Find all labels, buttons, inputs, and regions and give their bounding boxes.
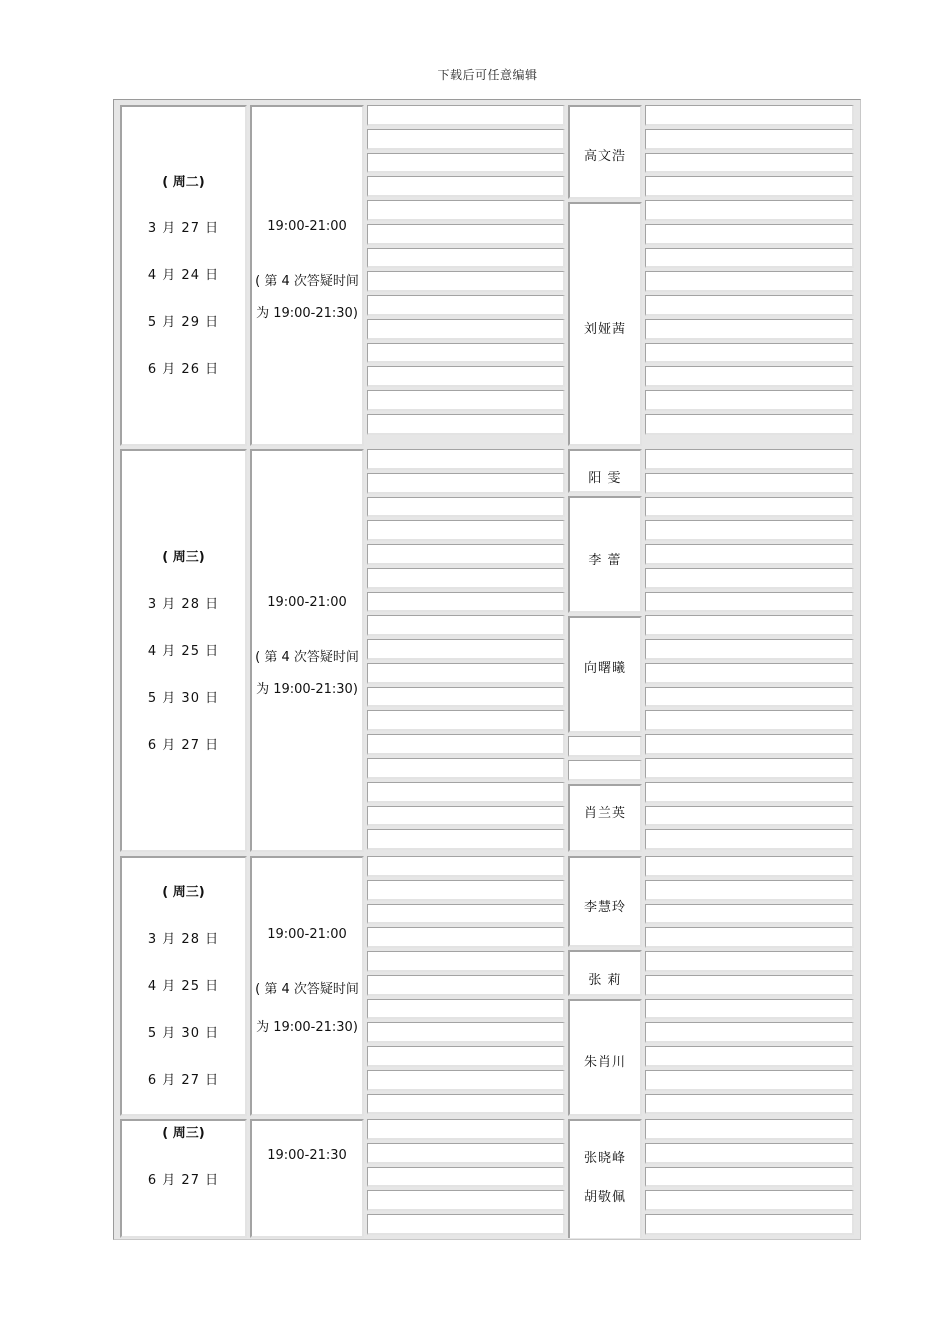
slot-cell <box>645 544 854 565</box>
slot-cell <box>645 343 854 363</box>
weekday-label: ( 周三) <box>162 550 205 565</box>
slot-cell <box>645 880 854 901</box>
teacher-name: 向曙曦 <box>583 661 626 676</box>
date-label: 4 月 24 日 <box>147 268 220 283</box>
teacher-cell <box>568 202 642 446</box>
time-range: 19:00-21:00 <box>267 219 347 234</box>
slot-cell <box>645 153 854 173</box>
slot-cell <box>367 1143 565 1164</box>
slot-cell <box>645 1094 854 1114</box>
slot-cell <box>367 782 565 803</box>
time-note-line2: 为 19:00-21:30) <box>256 1020 358 1035</box>
slot-cell <box>367 544 565 565</box>
slot-cell <box>367 449 565 470</box>
slot-cell <box>367 806 565 826</box>
empty-teacher-cell <box>568 760 642 781</box>
time-note-line1: ( 第 4 次答疑时间 <box>255 650 359 665</box>
slot-cell <box>645 1070 854 1091</box>
slot-cell <box>645 224 854 245</box>
slot-cell <box>367 1214 565 1235</box>
teacher-name: 肖兰英 <box>583 806 626 821</box>
date-label: 6 月 27 日 <box>147 1173 220 1188</box>
slot-cell <box>645 366 854 387</box>
slot-cell <box>367 829 565 850</box>
date-label: 3 月 28 日 <box>147 932 220 947</box>
slot-cell <box>367 856 565 877</box>
slot-cell <box>645 615 854 636</box>
slot-cell <box>367 1167 565 1187</box>
page-header: 下载后可任意编辑 <box>437 68 538 82</box>
date-label: 4 月 25 日 <box>147 979 220 994</box>
slot-cell <box>367 224 565 245</box>
time-range: 19:00-21:00 <box>267 595 347 610</box>
time-cell <box>250 105 364 446</box>
teacher-name: 朱肖川 <box>583 1055 626 1070</box>
slot-cell <box>645 1143 854 1164</box>
time-note-line2: 为 19:00-21:30) <box>256 306 358 321</box>
slot-cell <box>645 1119 854 1140</box>
date-label: 5 月 30 日 <box>147 691 220 706</box>
teacher-cell <box>568 1119 642 1238</box>
slot-cell <box>367 520 565 541</box>
slot-cell <box>367 1022 565 1043</box>
teacher-name: 胡敬佩 <box>583 1190 626 1205</box>
slot-cell <box>645 710 854 731</box>
slot-cell <box>645 951 854 972</box>
time-note-line1: ( 第 4 次答疑时间 <box>255 982 359 997</box>
teacher-cell <box>568 784 642 852</box>
slot-cell <box>645 782 854 803</box>
teacher-cell <box>568 449 642 493</box>
teacher-name: 高文浩 <box>583 149 626 164</box>
teacher-cell <box>568 950 642 996</box>
slot-cell <box>645 975 854 996</box>
schedule-table <box>113 99 861 1240</box>
slot-cell <box>645 856 854 877</box>
slot-cell <box>367 758 565 779</box>
slot-cell <box>645 663 854 684</box>
slot-cell <box>367 1094 565 1114</box>
date-label: 5 月 30 日 <box>147 1026 220 1041</box>
slot-cell <box>367 271 565 292</box>
slot-cell <box>367 153 565 173</box>
teacher-cell <box>568 999 642 1116</box>
slot-cell <box>645 176 854 197</box>
teacher-name: 张晓峰 <box>583 1151 626 1166</box>
slot-cell <box>367 200 565 221</box>
teacher-cell <box>568 496 642 613</box>
teacher-name: 李慧玲 <box>583 900 626 915</box>
slot-cell <box>645 568 854 589</box>
slot-cell <box>645 687 854 707</box>
teacher-name: 阳 雯 <box>588 471 622 486</box>
slot-cell <box>645 904 854 924</box>
time-note-line2: 为 19:00-21:30) <box>256 682 358 697</box>
slot-cell <box>645 927 854 948</box>
weekday-label: ( 周三) <box>162 1126 205 1141</box>
slot-cell <box>645 734 854 755</box>
slot-cell <box>367 663 565 684</box>
empty-teacher-cell <box>568 736 642 757</box>
slot-cell <box>367 129 565 150</box>
date-label: 3 月 27 日 <box>147 221 220 236</box>
slot-cell <box>645 200 854 221</box>
date-label: 5 月 29 日 <box>147 315 220 330</box>
teacher-name: 李 蕾 <box>588 553 622 568</box>
slot-cell <box>367 999 565 1019</box>
slot-cell <box>367 1046 565 1067</box>
slot-cell <box>367 295 565 316</box>
slot-cell <box>645 1022 854 1043</box>
slot-cell <box>367 568 565 589</box>
slot-cell <box>645 473 854 494</box>
time-note-line1: ( 第 4 次答疑时间 <box>255 274 359 289</box>
slot-cell <box>367 176 565 197</box>
slot-cell <box>367 390 565 411</box>
day-date-cell <box>120 856 247 1116</box>
slot-cell <box>645 319 854 340</box>
slot-cell <box>367 497 565 517</box>
slot-cell <box>645 105 854 126</box>
slot-cell <box>367 734 565 755</box>
slot-cell <box>367 248 565 268</box>
teacher-cell <box>568 105 642 199</box>
slot-cell <box>367 975 565 996</box>
slot-cell <box>645 758 854 779</box>
slot-cell <box>367 473 565 494</box>
date-label: 4 月 25 日 <box>147 644 220 659</box>
slot-cell <box>645 1167 854 1187</box>
slot-cell <box>367 710 565 731</box>
slot-cell <box>645 520 854 541</box>
slot-cell <box>367 319 565 340</box>
day-date-cell <box>120 1119 247 1238</box>
slot-cell <box>645 390 854 411</box>
slot-cell <box>367 1119 565 1140</box>
slot-cell <box>645 1190 854 1211</box>
slot-cell <box>367 414 565 435</box>
slot-cell <box>367 880 565 901</box>
teacher-name: 刘娅茜 <box>583 322 626 337</box>
slot-cell <box>367 904 565 924</box>
teacher-cell <box>568 856 642 947</box>
slot-cell <box>367 1070 565 1091</box>
slot-cell <box>645 999 854 1019</box>
slot-cell <box>645 295 854 316</box>
time-range: 19:00-21:30 <box>267 1148 347 1163</box>
weekday-label: ( 周三) <box>162 885 205 900</box>
slot-cell <box>367 615 565 636</box>
slot-cell <box>645 829 854 850</box>
slot-cell <box>367 951 565 972</box>
date-label: 6 月 27 日 <box>147 738 220 753</box>
teacher-cell <box>568 616 642 733</box>
slot-cell <box>367 592 565 612</box>
slot-cell <box>645 129 854 150</box>
time-cell <box>250 1119 364 1238</box>
date-label: 6 月 26 日 <box>147 362 220 377</box>
slot-cell <box>367 687 565 707</box>
time-cell <box>250 856 364 1116</box>
slot-cell <box>645 449 854 470</box>
slot-cell <box>367 639 565 660</box>
date-label: 3 月 28 日 <box>147 597 220 612</box>
slot-cell <box>367 105 565 126</box>
slot-cell <box>367 1190 565 1211</box>
day-date-cell <box>120 105 247 446</box>
day-date-cell <box>120 449 247 852</box>
slot-cell <box>645 248 854 268</box>
slot-cell <box>645 639 854 660</box>
slot-cell <box>645 271 854 292</box>
weekday-label: ( 周二) <box>162 175 205 190</box>
slot-cell <box>645 414 854 435</box>
slot-cell <box>645 592 854 612</box>
slot-cell <box>367 366 565 387</box>
time-cell <box>250 449 364 852</box>
slot-cell <box>367 927 565 948</box>
slot-cell <box>367 343 565 363</box>
time-range: 19:00-21:00 <box>267 927 347 942</box>
teacher-name: 张 莉 <box>588 973 622 988</box>
slot-cell <box>645 1046 854 1067</box>
slot-cell <box>645 497 854 517</box>
slot-cell <box>645 1214 854 1235</box>
slot-cell <box>645 806 854 826</box>
date-label: 6 月 27 日 <box>147 1073 220 1088</box>
